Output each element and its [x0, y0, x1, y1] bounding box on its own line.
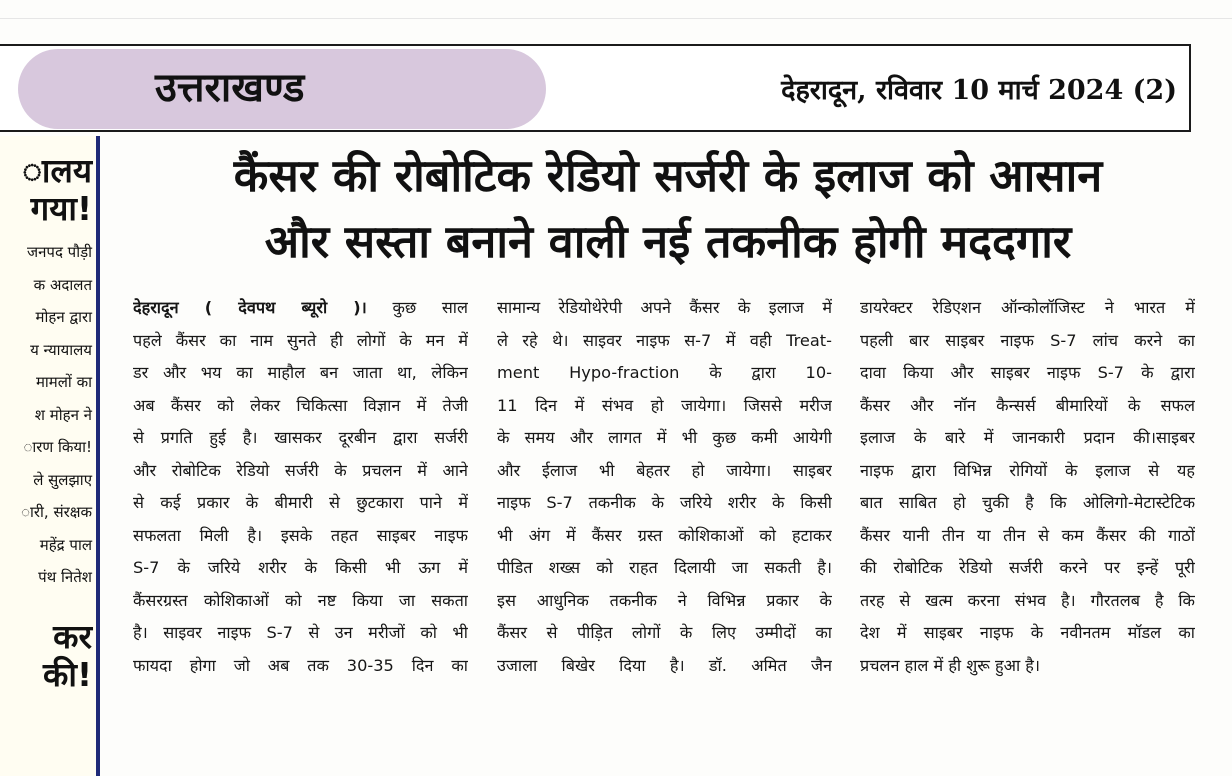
- column-line: इस आधुनिक तकनीक ने विभिन्न प्रकार के: [497, 590, 832, 610]
- article-column-2: [497, 292, 832, 682]
- adjacent-body: [0, 236, 92, 594]
- column-line: [133, 292, 468, 325]
- column-line: कैंसर यानी तीन या तीन से कम कैंसर की गाठों: [860, 525, 1195, 545]
- column-line: है। साइवर नाइफ S-7 से उन मरीजों को भी: [133, 623, 468, 642]
- column-line: की रोबोटिक रेडियो सर्जरी करने पर इन्हें पूरी: [860, 558, 1195, 577]
- adjacent-body-line: पंथ नितेश: [38, 568, 92, 586]
- dateline: देहरादून, रविवार 10 मार्च 2024 (2): [781, 75, 1177, 106]
- column-line: नाइफ द्वारा विभिन्न रोगियों के इलाज से यह: [860, 460, 1195, 480]
- adjacent-body-line: मामलों का: [35, 373, 92, 391]
- column-line: ले रहे थे। साइवर नाइफ स-7 में वही Treat-: [497, 330, 832, 350]
- article-headline: [108, 143, 1228, 275]
- column-line: के समय और लागत में भी कुछ कमी आयेगी: [497, 428, 832, 447]
- byline: देहरादून ( देवपथ ब्यूरो )।: [133, 298, 367, 317]
- column-line: इलाज के बारे में जानकारी प्रदान की।साइबर: [860, 428, 1195, 447]
- masthead: [0, 44, 1191, 132]
- column-line: कैंसरग्रस्त कोशिकाओं को नष्ट किया जा सकता: [133, 590, 468, 610]
- headline-line-2: और सस्ता बनाने वाली नई तकनीक होगी मददगार: [264, 215, 1072, 268]
- column-line-text: कुछ साल: [392, 298, 468, 317]
- column-line: कैंसर से पीड़ित लोगों के लिए उम्मीदों का: [497, 623, 832, 642]
- column-line: और ईलाज भी बेहतर हो जायेगा। साइबर: [497, 460, 832, 480]
- adjacent-body-line: श मोहन ने: [34, 405, 92, 424]
- adjacent-headline-2: [0, 618, 92, 694]
- adjacent-body-line: ारी, संरक्षक: [21, 503, 92, 521]
- adjacent-column: [0, 136, 100, 776]
- column-line: ment Hypo-fraction के द्वारा 10-: [497, 363, 832, 382]
- column-line: उजाला बिखेर दिया है। डॉ. अमित जैन: [497, 655, 832, 675]
- column-line: पहले कैंसर का नाम सुनते ही लोगों के मन में: [133, 330, 468, 350]
- adjacent-body-line: जनपद पौड़ी: [26, 243, 92, 261]
- article-column-3: [860, 292, 1195, 682]
- column-line: नाइफ S-7 तकनीक के जरिये शरीर के किसी: [497, 493, 832, 512]
- column-line: पहली बार साइबर नाइफ S-7 लांच करने का: [860, 330, 1195, 350]
- adjacent-headline-1-line: गया!: [30, 189, 92, 228]
- column-line: और रोबोटिक रेडियो सर्जरी के प्रचलन में आने: [133, 460, 468, 480]
- adjacent-headline-1: [0, 152, 92, 228]
- column-line: प्रचलन हाल में ही शुरू हुआ है।: [860, 655, 1041, 675]
- column-line: 11 दिन में संभव हो जायेगा। जिससे मरीज: [497, 395, 832, 415]
- column-line: फायदा होगा जो अब तक 30-35 दिन का: [133, 655, 468, 675]
- column-line: कैंसर और नॉन कैन्सर्स बीमारियों के सफल: [860, 395, 1195, 415]
- column-line: पीडित शख्स को राहत दिलायी जा सकती है।: [497, 558, 832, 577]
- section-title: उत्तराखण्ड: [155, 65, 305, 111]
- adjacent-body-line: महेंद्र पाल: [39, 535, 92, 554]
- adjacent-headline-2-line: की!: [43, 654, 92, 694]
- column-line: देश में साइबर नाइफ के नवीनतम मॉडल का: [860, 623, 1195, 642]
- column-line: से कई प्रकार के बीमारी से छुटकारा पाने में: [133, 493, 468, 512]
- adjacent-headline-2-line: कर: [53, 616, 92, 656]
- column-line: भी अंग में कैंसर ग्रस्त कोशिकाओं को हटाकर: [497, 525, 832, 545]
- column-line: डर और भय का माहौल बन जाता था, लेकिन: [133, 363, 468, 382]
- adjacent-body-line: क अदालत: [33, 275, 92, 294]
- column-line: S-7 के जरिये शरीर के किसी भी ऊग में: [133, 558, 468, 577]
- column-line: डायरेक्टर रेडिएशन ऑन्कोलॉजिस्ट ने भारत में: [860, 298, 1195, 317]
- adjacent-body-line: ले सुलझाए: [33, 470, 92, 489]
- headline-line-1: कैंसर की रोबोटिक रेडियो सर्जरी के इलाज को आसान: [233, 149, 1103, 202]
- column-line: अब कैंसर को लेकर चिकित्सा विज्ञान में तेजी: [133, 395, 468, 415]
- adjacent-headline-1-line: ालय: [22, 151, 92, 190]
- article-column-1: [133, 292, 468, 682]
- adjacent-body-line: ारण किया!: [23, 438, 92, 456]
- adjacent-body-line: मोहन द्वारा: [35, 308, 92, 326]
- column-line: से प्रगति हुई है। खासकर दूरबीन द्वारा सर्जरी: [133, 428, 468, 447]
- adjacent-body-line: य न्यायालय: [30, 340, 92, 359]
- column-line: तरह से खत्म करना संभव है। गौरतलब है कि: [860, 590, 1195, 610]
- top-rule: [0, 18, 1232, 19]
- column-line: सामान्य रेडियोथेरेपी अपने कैंसर के इलाज में: [497, 298, 832, 317]
- column-line: बात साबित हो चुकी है कि ओलिगो-मेटास्टेटिक: [860, 493, 1195, 512]
- column-line: दावा किया और साइबर नाइफ S-7 के द्वारा: [860, 363, 1195, 382]
- column-line: सफलता मिली है। इसके तहत साइबर नाइफ: [133, 525, 468, 545]
